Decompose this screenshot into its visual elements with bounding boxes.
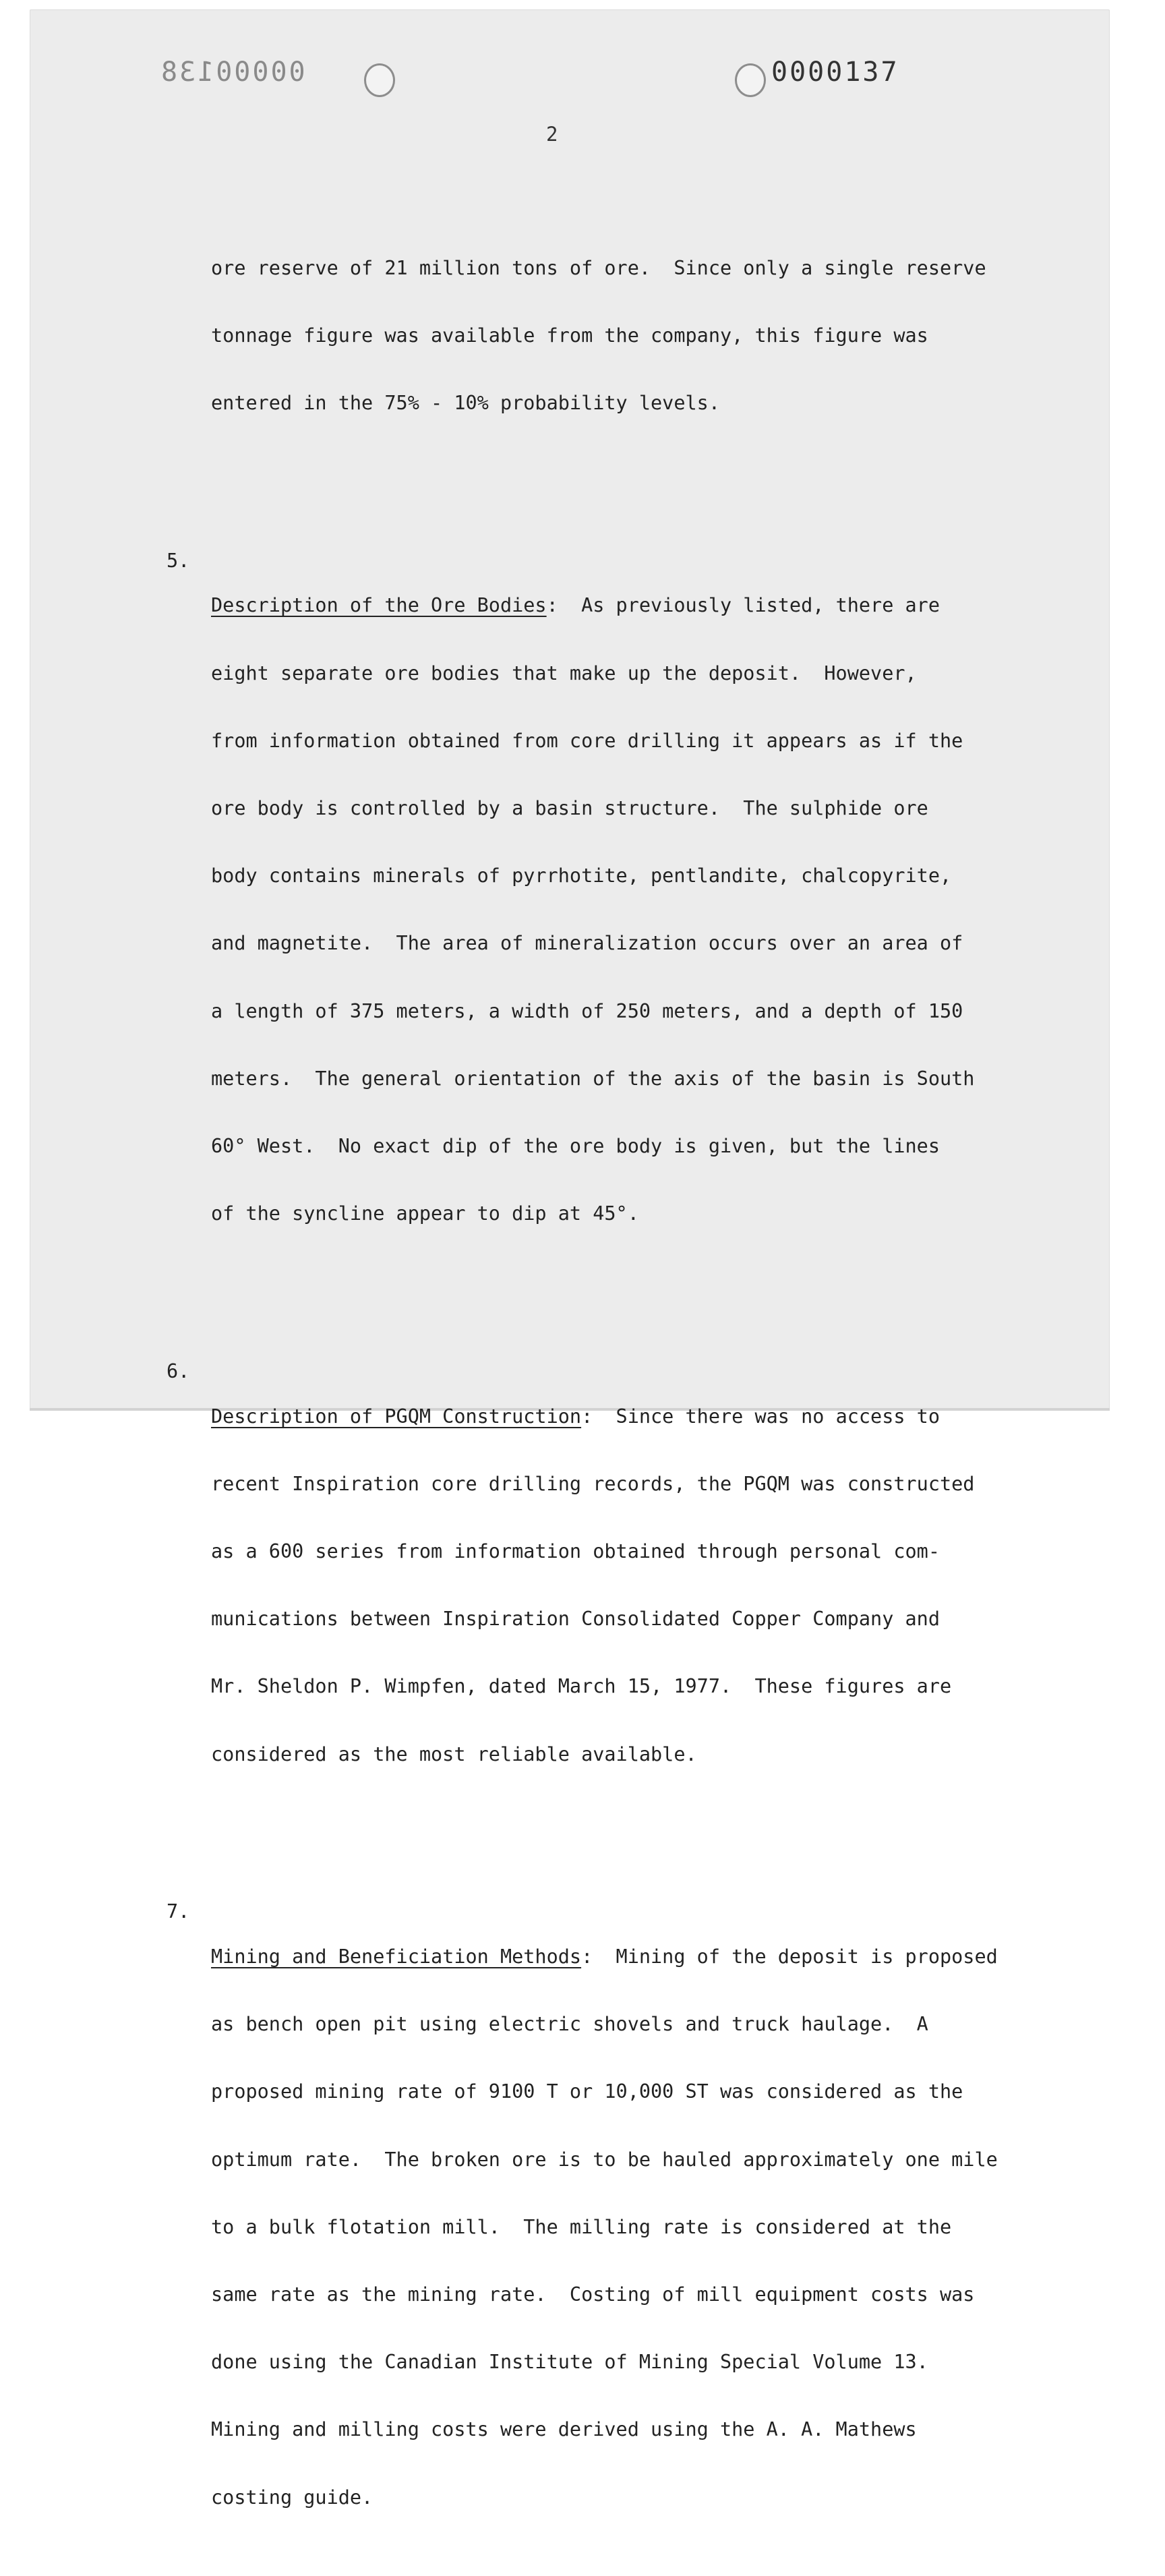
text-line: optimum rate. The broken ore is to be hauled approximately one mile — [211, 2148, 998, 2171]
text-line: meters. The general orientation of the axis of the basin is South — [211, 1067, 975, 1090]
section-5 — [167, 550, 976, 1270]
section-number: 5. — [167, 549, 190, 572]
text-line: and magnetite. The area of mineralization occurs over an area of — [211, 932, 963, 955]
bates-stamp: 0000137 — [771, 57, 899, 88]
page-number: 2 — [546, 123, 558, 146]
text-line: body contains minerals of pyrrhotite, pentlandite, chalcopyrite, — [211, 865, 952, 887]
section-body — [211, 550, 976, 1270]
section-heading: Description of the Ore Bodies — [211, 594, 547, 617]
text-line: a length of 375 meters, a width of 250 meters, and a depth of 150 — [211, 999, 963, 1022]
text-line: from information obtained from core drilling it appears as if the — [211, 729, 963, 752]
section-6 — [167, 1360, 976, 1811]
section-first-line-rest: : Mining of the deposit is proposed — [581, 1945, 998, 1968]
text-line: as bench open pit using electric shovels and truck haulage. A — [211, 2013, 928, 2036]
section-first-line — [211, 1405, 976, 1428]
section-first-line — [211, 1945, 998, 1968]
text-line: entered in the 75% - 10% probability levels. — [211, 392, 720, 415]
section-body — [211, 1360, 976, 1811]
text-line: tonnage figure was available from the company, this figure was — [211, 324, 928, 347]
section-body — [211, 1900, 998, 2554]
section-heading: Description of PGQM Construction — [211, 1405, 582, 1428]
punch-hole-right — [735, 63, 766, 97]
text-line: of the syncline appear to dip at 45°. — [211, 1202, 639, 1225]
text-line: munications between Inspiration Consolidated Copper Company and — [211, 1608, 940, 1631]
section-number: 6. — [167, 1359, 190, 1382]
text-line: proposed mining rate of 9100 T or 10,000 ST was considered as the — [211, 2080, 963, 2103]
text-line: ore body is controlled by a basin structure. The sulphide ore — [211, 796, 928, 819]
bates-stamp-bleedthrough: 00000138 — [159, 57, 305, 88]
text-line: eight separate ore bodies that make up the deposit. However, — [211, 662, 917, 684]
text-line: Mr. Sheldon P. Wimpfen, dated March 15, 1977. These figures are — [211, 1675, 952, 1698]
punch-hole-left — [364, 63, 395, 97]
text-line: 60° West. No exact dip of the ore body is given, but the lines — [211, 1135, 940, 1158]
text-line: costing guide. — [211, 2486, 374, 2509]
text-line: same rate as the mining rate. Costing of mill equipment costs was — [211, 2283, 975, 2306]
section-7 — [167, 1900, 998, 2554]
text-line: ore reserve of 21 million tons of ore. Since only a single reserve — [211, 256, 986, 279]
text-line: Mining and milling costs were derived using the A. A. Mathews — [211, 2418, 917, 2441]
intro-paragraph — [211, 212, 986, 459]
section-first-line-rest: : Since there was no access to — [581, 1405, 940, 1428]
text-line: to a bulk flotation mill. The milling rate is considered at the — [211, 2215, 952, 2238]
text-line: recent Inspiration core drilling records, the PGQM was constructed — [211, 1472, 975, 1495]
section-first-line — [211, 594, 976, 616]
document-body — [167, 167, 998, 2576]
text-line: done using the Canadian Institute of Mining Special Volume 13. — [211, 2351, 928, 2374]
text-line: as a 600 series from information obtained through personal com- — [211, 1540, 940, 1562]
section-number: 7. — [167, 1900, 190, 1923]
section-first-line-rest: : As previously listed, there are — [546, 594, 940, 617]
text-line: considered as the most reliable available. — [211, 1743, 697, 1765]
section-heading: Mining and Beneficiation Methods — [211, 1945, 582, 1968]
